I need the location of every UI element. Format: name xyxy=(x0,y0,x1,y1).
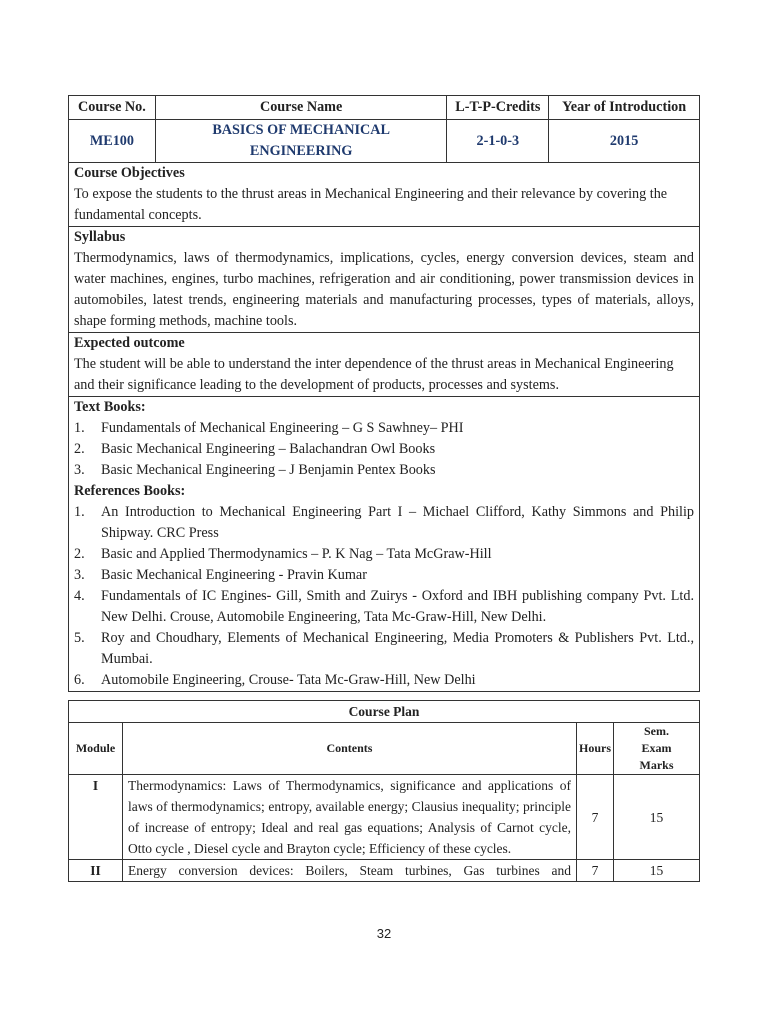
text-book-item xyxy=(74,439,694,460)
item-text: An Introduction to Mechanical Engineering Part I – Michael Clifford, Kathy Simmons and Philip Shipway. CRC Press xyxy=(101,504,694,541)
course-table xyxy=(68,95,700,692)
module: I xyxy=(69,775,123,860)
plan-row xyxy=(69,775,700,860)
syllabus-text: Thermodynamics, laws of thermodynamics, implications, cycles, energy conversion devices, steam and water machines, engines, turbo machines, refrigeration and air conditioning, power transmission devices in automobiles, latest trends, engineering materials and manufacturing processes, types of materials, alloys, shape forming methods, machine tools. xyxy=(74,250,694,329)
objectives-text: To expose the students to the thrust areas in Mechanical Engineering and their relevance by covering the fundamental concepts. xyxy=(74,186,668,223)
ref-books-title: References Books: xyxy=(74,483,186,499)
syllabus-title: Syllabus xyxy=(74,229,126,245)
col-module: Module xyxy=(69,723,123,775)
col-course-name: Course Name xyxy=(155,96,447,120)
col-hours: Hours xyxy=(576,723,613,775)
ref-book-item xyxy=(74,565,694,586)
text-book-item xyxy=(74,418,694,439)
item-text: Roy and Choudhary, Elements of Mechanical Engineering, Media Promoters & Publishers Pvt. Ltd., Mumbai. xyxy=(101,630,694,667)
item-number: 5. xyxy=(74,630,85,646)
course-plan-table xyxy=(68,700,700,882)
item-text: Basic and Applied Thermodynamics – P. K Nag – Tata McGraw-Hill xyxy=(101,546,492,562)
ref-book-item xyxy=(74,502,694,544)
hours: 7 xyxy=(576,860,613,882)
course-name: BASICS OF MECHANICAL ENGINEERING xyxy=(155,120,447,163)
year-of-introduction: 2015 xyxy=(549,120,700,163)
text-book-item xyxy=(74,460,694,481)
col-ltp: L-T-P-Credits xyxy=(447,96,549,120)
item-text: Fundamentals of Mechanical Engineering – G S Sawhney– PHI xyxy=(101,420,464,436)
course-no: ME100 xyxy=(69,120,156,163)
outcome-text: The student will be able to understand the inter dependence of the thrust areas in Mechanical Engineering and their significance leading to the development of products, processes and systems. xyxy=(74,356,674,393)
item-number: 1. xyxy=(74,420,85,436)
item-number: 2. xyxy=(74,546,85,562)
module: II xyxy=(69,860,123,882)
syllabus-section xyxy=(69,227,700,333)
ref-book-item xyxy=(74,586,694,628)
item-number: 4. xyxy=(74,588,85,604)
course-plan-title: Course Plan xyxy=(69,701,700,723)
objectives-title: Course Objectives xyxy=(74,165,185,181)
text-books-title: Text Books: xyxy=(74,399,146,415)
item-text: Basic Mechanical Engineering - Pravin Kumar xyxy=(101,567,367,583)
page-number: 32 xyxy=(376,926,392,941)
contents: Thermodynamics: Laws of Thermodynamics, significance and applications of laws of thermodynamics; entropy, available energy; Clausius inequality; principle of increase of entropy; Ideal and real gas equations; Analysis of Carnot cycle, Otto cycle , Diesel cycle and Brayton cycle; Efficiency of these cycles. xyxy=(122,775,576,860)
item-text: Basic Mechanical Engineering – J Benjamin Pentex Books xyxy=(101,462,436,478)
ltp-credits: 2-1-0-3 xyxy=(447,120,549,163)
item-text: Fundamentals of IC Engines- Gill, Smith and Zuirys - Oxford and IBH publishing company Pvt. Ltd. New Delhi. Crouse, Automobile Engineering, Tata Mc-Graw-Hill, New Delhi. xyxy=(101,588,694,625)
item-number: 6. xyxy=(74,672,85,688)
ref-book-item xyxy=(74,670,694,691)
ref-book-item xyxy=(74,544,694,565)
col-contents: Contents xyxy=(122,723,576,775)
item-text: Automobile Engineering, Crouse- Tata Mc-Graw-Hill, New Delhi xyxy=(101,672,476,688)
item-number: 2. xyxy=(74,441,85,457)
item-number: 3. xyxy=(74,462,85,478)
outcome-title: Expected outcome xyxy=(74,335,185,351)
marks: 15 xyxy=(614,860,700,882)
item-text: Basic Mechanical Engineering – Balachandran Owl Books xyxy=(101,441,436,457)
contents: Energy conversion devices: Boilers, Steam turbines, Gas turbines and xyxy=(122,860,576,882)
item-number: 3. xyxy=(74,567,85,583)
outcome-section xyxy=(69,333,700,397)
books-section xyxy=(69,397,700,692)
objectives-section xyxy=(69,163,700,227)
ref-book-item xyxy=(74,628,694,670)
col-course-no: Course No. xyxy=(69,96,156,120)
plan-row xyxy=(69,860,700,882)
col-year: Year of Introduction xyxy=(549,96,700,120)
hours: 7 xyxy=(576,775,613,860)
marks: 15 xyxy=(614,775,700,860)
item-number: 1. xyxy=(74,504,85,520)
col-marks: Sem. Exam Marks xyxy=(614,723,700,775)
